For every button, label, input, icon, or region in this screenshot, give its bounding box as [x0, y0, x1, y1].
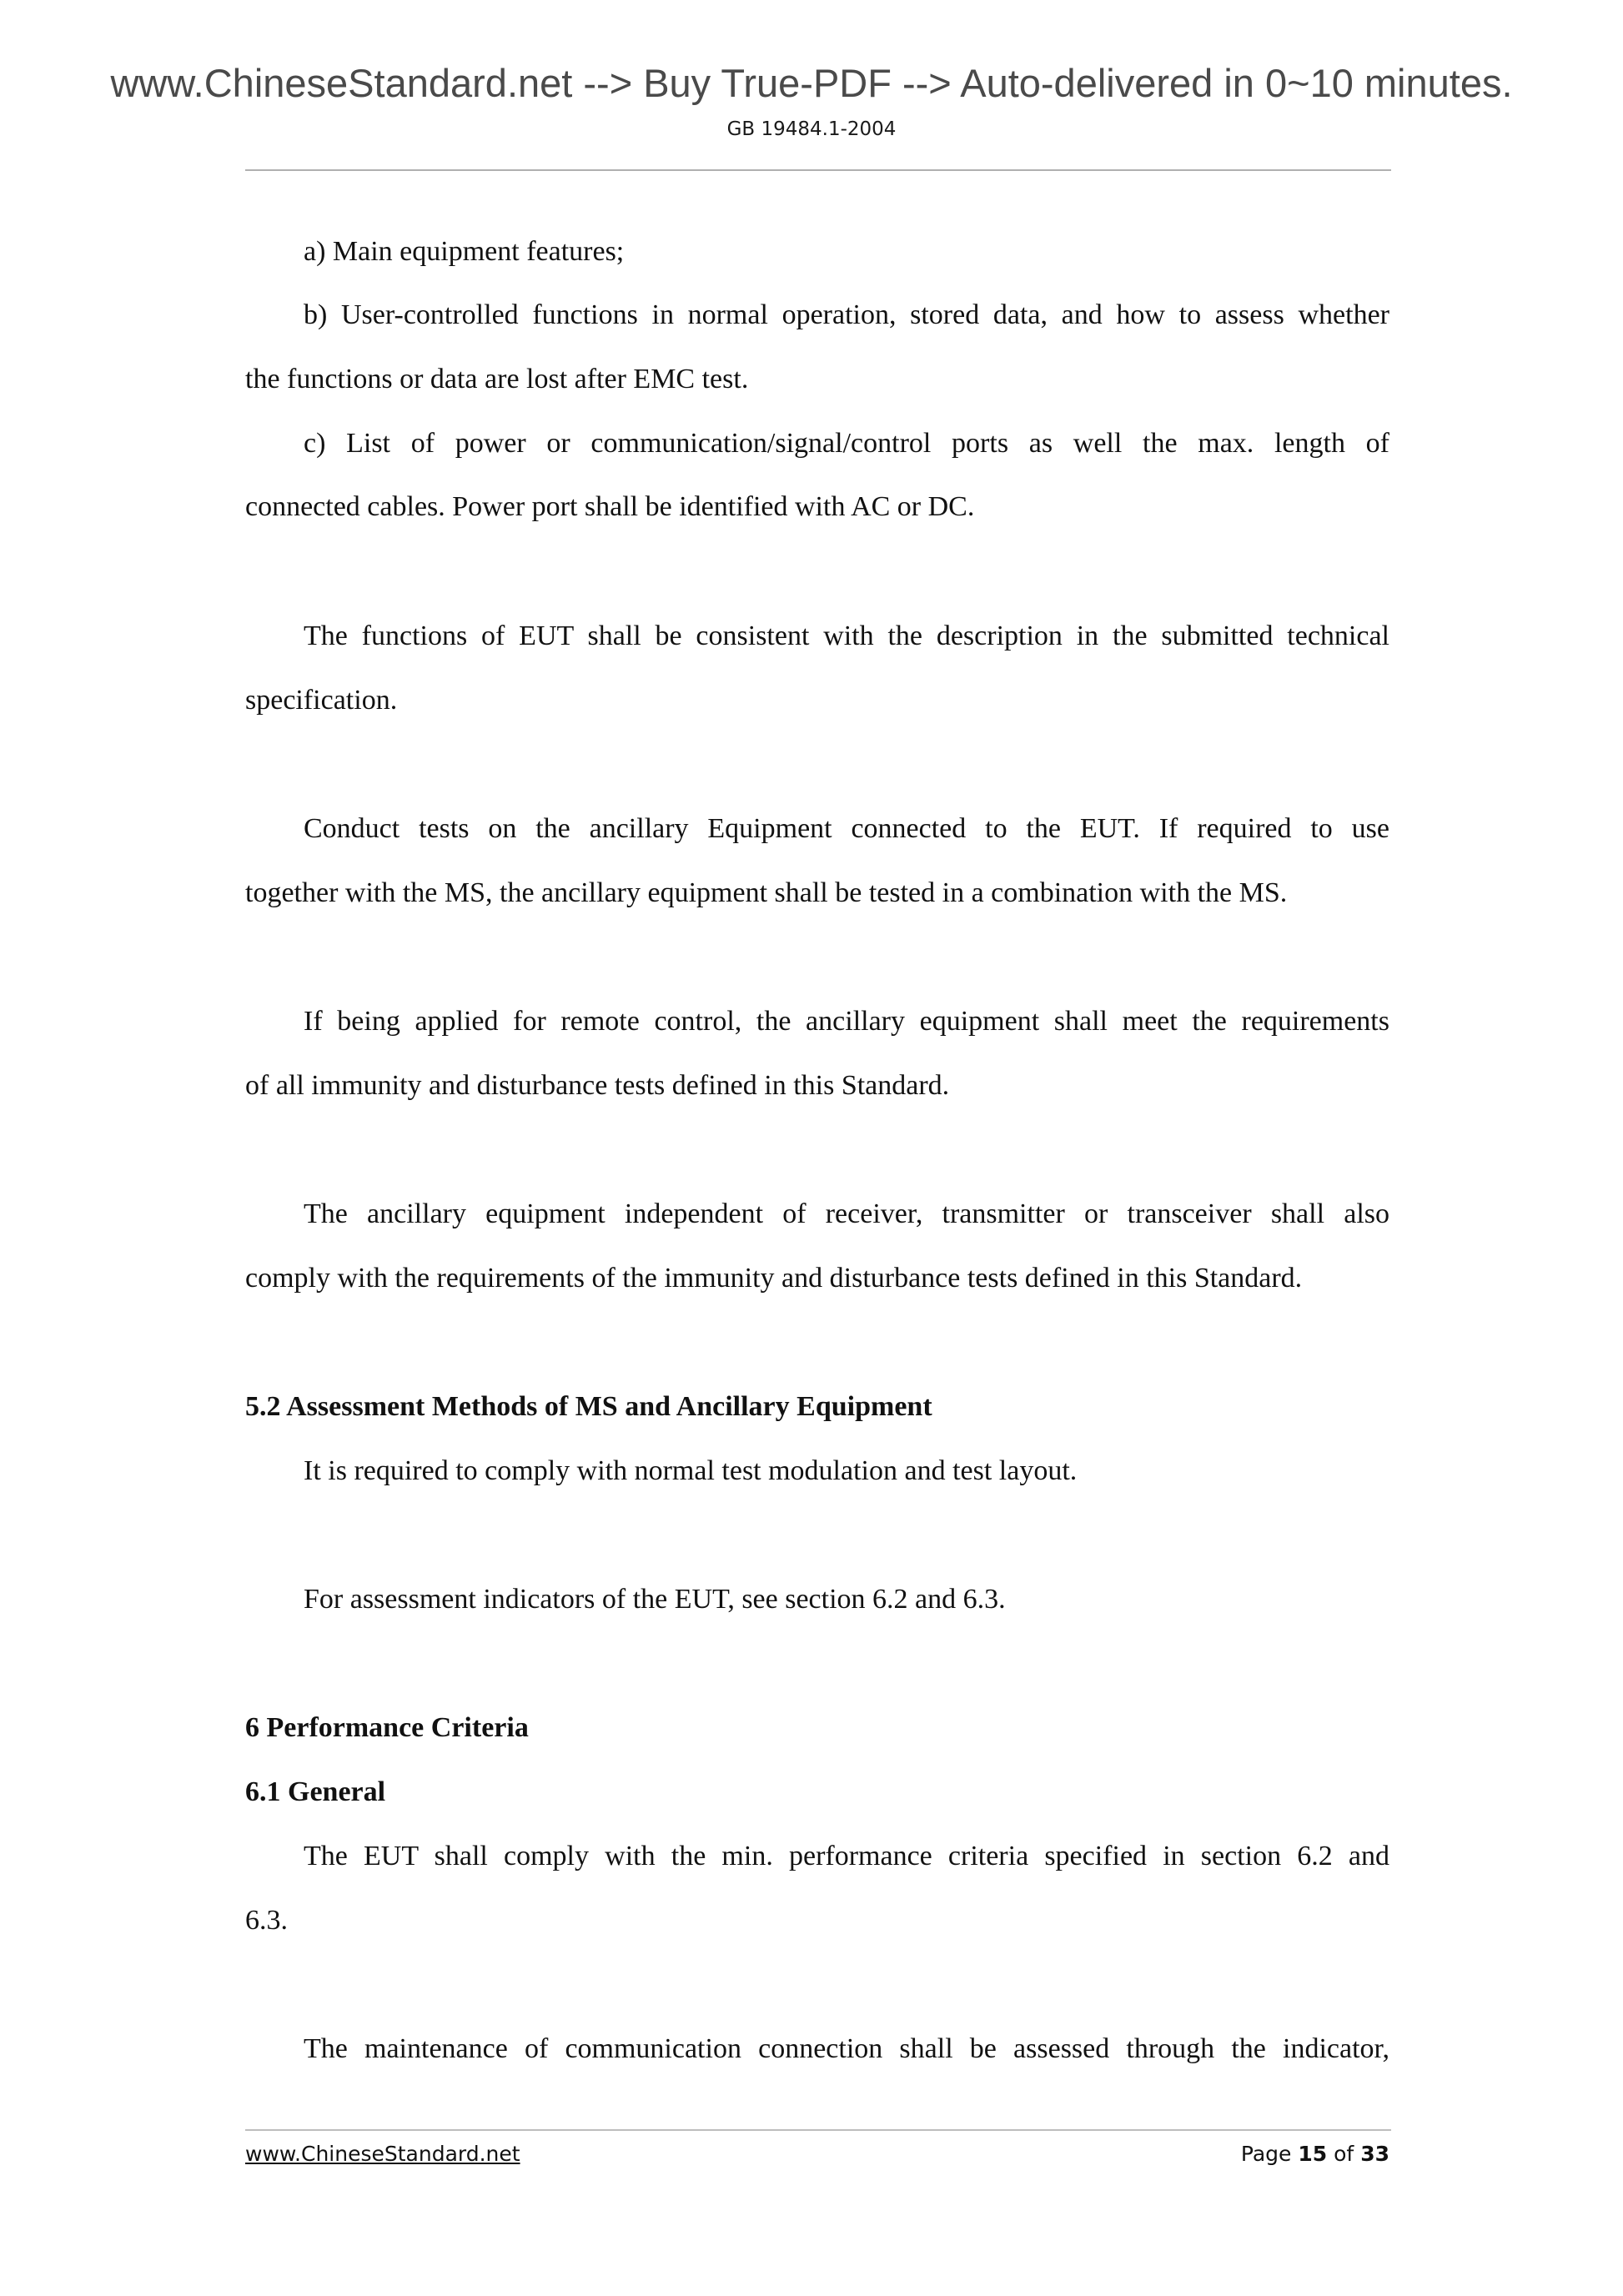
list-item-b-line-2: the functions or data are lost after EMC test.	[245, 364, 749, 394]
page-of: of	[1334, 2142, 1354, 2166]
footer-website-link[interactable]: www.ChineseStandard.net	[245, 2142, 520, 2166]
paragraph-7-line-1: The EUT shall comply with the min. performance criteria specified in section 6.2 and	[304, 1841, 1389, 1871]
page-current: 15	[1298, 2142, 1328, 2166]
paragraph-4-line-1: The ancillary equipment independent of receiver, transmitter or transceiver shall also	[304, 1198, 1389, 1229]
header-banner: www.ChineseStandard.net --> Buy True-PDF --> Auto-delivered in 0~10 minutes.	[110, 61, 1513, 105]
section-heading-6: 6 Performance Criteria	[245, 1712, 529, 1743]
header-divider	[245, 169, 1391, 171]
standard-code: GB 19484.1-2004	[726, 118, 897, 140]
page-number	[1241, 2142, 1389, 2166]
footer-divider	[245, 2129, 1391, 2131]
paragraph-4-line-2: comply with the requirements of the immunity and disturbance tests defined in this Standard.	[245, 1263, 1303, 1294]
paragraph-1-line-1: The functions of EUT shall be consistent with the description in the submitted technical	[304, 620, 1389, 651]
paragraph-5: It is required to comply with normal test modulation and test layout.	[304, 1455, 1078, 1486]
paragraph-1-line-2: specification.	[245, 685, 398, 716]
list-item-c-line-2: connected cables. Power port shall be identified with AC or DC.	[245, 491, 975, 522]
paragraph-8-line-1: The maintenance of communication connection shall be assessed through the indicator,	[304, 2033, 1389, 2064]
paragraph-2-line-2: together with the MS, the ancillary equipment shall be tested in a combination with the MS.	[245, 877, 1288, 908]
list-item-b-line-1: b) User-controlled functions in normal operation, stored data, and how to assess whether	[304, 299, 1389, 330]
list-item-c-line-1: c) List of power or communication/signal/control ports as well the max. length of	[304, 428, 1389, 459]
paragraph-6: For assessment indicators of the EUT, see section 6.2 and 6.3.	[304, 1584, 1006, 1615]
paragraph-3-line-1: If being applied for remote control, the ancillary equipment shall meet the requirements	[304, 1006, 1389, 1037]
section-heading-5-2: 5.2 Assessment Methods of MS and Ancillary Equipment	[245, 1391, 932, 1422]
section-heading-6-1: 6.1 General	[245, 1776, 386, 1807]
list-item-a: a) Main equipment features;	[304, 236, 625, 267]
page-prefix: Page	[1240, 2142, 1292, 2166]
paragraph-3-line-2: of all immunity and disturbance tests defined in this Standard.	[245, 1070, 950, 1101]
paragraph-7-line-2: 6.3.	[245, 1905, 288, 1936]
paragraph-2-line-1: Conduct tests on the ancillary Equipment connected to the EUT. If required to use	[304, 813, 1389, 844]
page-total: 33	[1360, 2142, 1389, 2166]
